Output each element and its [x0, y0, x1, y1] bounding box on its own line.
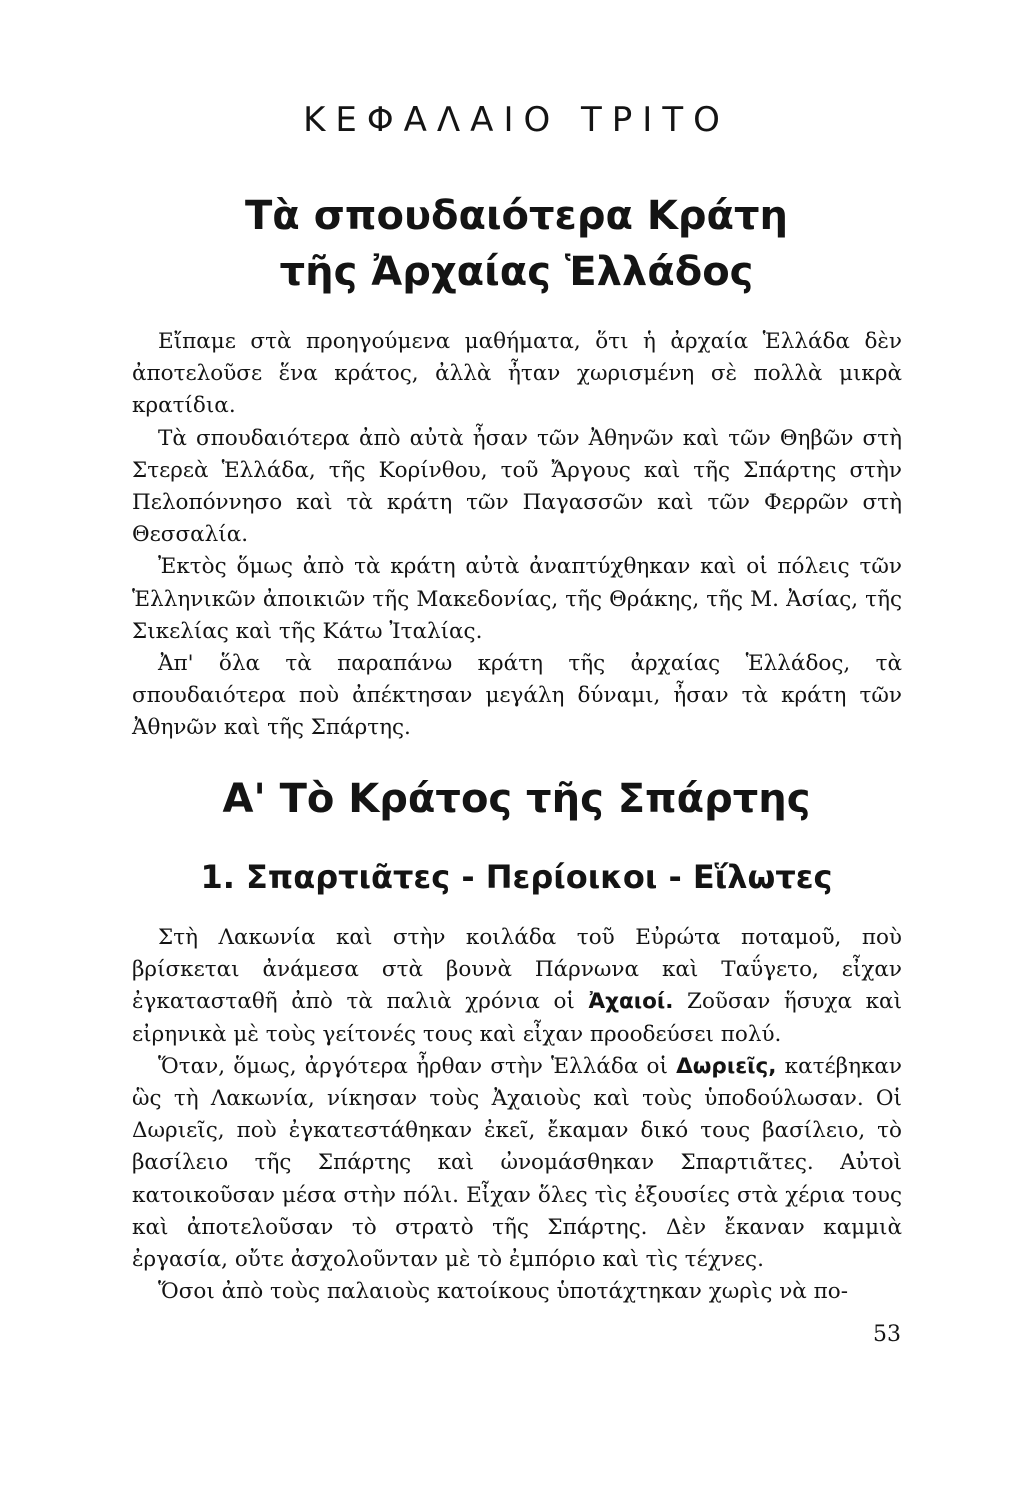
body-paragraph-1 — [132, 922, 902, 1051]
intro-paragraph-2: Τὰ σπουδαιότερα ἀπὸ αὐτὰ ἦσαν τῶν Ἀθηνῶν καὶ τῶν Θηβῶν στὴ Στερεὰ Ἑλλάδα, τῆς Κορίνθου, τοῦ Ἄργους καὶ τῆς Σπάρτης στὴν Πελοπόννησο καὶ τὰ κράτη τῶν Παγασσῶν καὶ τῶν Φερρῶν στὴ Θεσσαλία. — [132, 425, 902, 548]
body-paragraph-2-start: Ὅταν, ὅμως, ἀργότερα ἦρθαν στὴν Ἑλλάδα οἱ — [158, 1053, 677, 1079]
intro-paragraph-3: Ἐκτὸς ὅμως ἀπὸ τὰ κράτη αὐτὰ ἀναπτύχθηκαν καὶ οἱ πόλεις τῶν Ἑλληνικῶν ἀποικιῶν τῆς Μακεδονίας, τῆς Θράκης, τῆς Μ. Ἀσίας, τῆς Σικελίας καὶ τῆς Κάτω Ἰταλίας. — [132, 554, 902, 644]
term-achaeans: Ἀχαιοί. — [588, 989, 674, 1015]
intro-text — [132, 326, 902, 745]
section-heading: Α' Τὸ Κράτος τῆς Σπάρτης — [222, 776, 811, 822]
chapter-title — [0, 188, 1033, 300]
body-paragraph-2-end: κατέβηκαν ὣς τὴ Λακωνία, νίκησαν τοὺς Ἀχαιοὺς καὶ τοὺς ὑποδούλωσαν. Οἱ Δωριεῖς, ποὺ ἐγκατεστάθηκαν ἐκεῖ, ἔκαμαν δικό τους βασίλειο, τὸ βασίλειο τῆς Σπάρτης καὶ ὠνομάσθηκαν Σπαρτιᾶτες. Αὐτοὶ κατοικοῦσαν μέσα στὴν πόλι. Εἶχαν ὅλες τὶς ἐξουσίες στὰ χέρια τους καὶ ἀποτελοῦσαν τὸ στρατὸ τῆς Σπάρτης. Δὲν ἔκαναν καμμιὰ ἐργασία, οὔτε ἀσχολοῦνταν μὲ τὸ ἐμπόριο καὶ τὶς τέχνες. — [132, 1053, 902, 1273]
subsection-heading: 1. Σπαρτιᾶτες - Περίοικοι - Εἵλωτες — [200, 858, 833, 896]
page-number: 53 — [873, 1322, 901, 1347]
term-dorians: Δωριεῖς, — [676, 1053, 777, 1079]
body-text — [132, 922, 902, 1308]
body-paragraph-3: Ὅσοι ἀπὸ τοὺς παλαιοὺς κατοίκους ὑποτάχτηκαν χωρὶς νὰ πο- — [158, 1279, 848, 1305]
intro-paragraph-4: Ἀπ' ὅλα τὰ παραπάνω κράτη τῆς ἀρχαίας Ἑλλάδος, τὰ σπουδαιότερα ποὺ ἀπέκτησαν μεγάλη δύναμι, ἦσαν τὰ κράτη τῶν Ἀθηνῶν καὶ τῆς Σπάρτης. — [132, 651, 902, 741]
body-paragraph-1-end: Ζοῦσαν ἥσυχα καὶ εἰρηνικὰ μὲ τοὺς γείτονές τους καὶ εἶχαν προοδεύσει πολύ. — [132, 989, 903, 1047]
body-paragraph-2 — [132, 1051, 902, 1276]
chapter-label: ΚΕΦΑΛΑΙΟ ΤΡΙΤΟ — [303, 100, 730, 140]
chapter-title-line-1: Τὰ σπουδαιότερα Κράτη — [245, 193, 788, 239]
chapter-title-line-2: τῆς Ἀρχαίας Ἑλλάδος — [279, 249, 754, 295]
intro-paragraph-1: Εἴπαμε στὰ προηγούμενα μαθήματα, ὅτι ἡ ἀρχαία Ἑλλάδα δὲν ἀποτελοῦσε ἕνα κράτος, ἀλλὰ ἦταν χωρισμένη σὲ πολλὰ μικρὰ κρατίδια. — [132, 329, 902, 419]
body-paragraph-1-start: Στὴ Λακωνία καὶ στὴν κοιλάδα τοῦ Εὐρώτα ποταμοῦ, ποὺ βρίσκεται ἀνάμεσα στὰ βουνὰ Πάρνωνα καὶ Ταΰγετο, εἶχαν ἐγκατασταθῆ ἀπὸ τὰ παλιὰ χρόνια οἱ — [132, 925, 902, 1015]
